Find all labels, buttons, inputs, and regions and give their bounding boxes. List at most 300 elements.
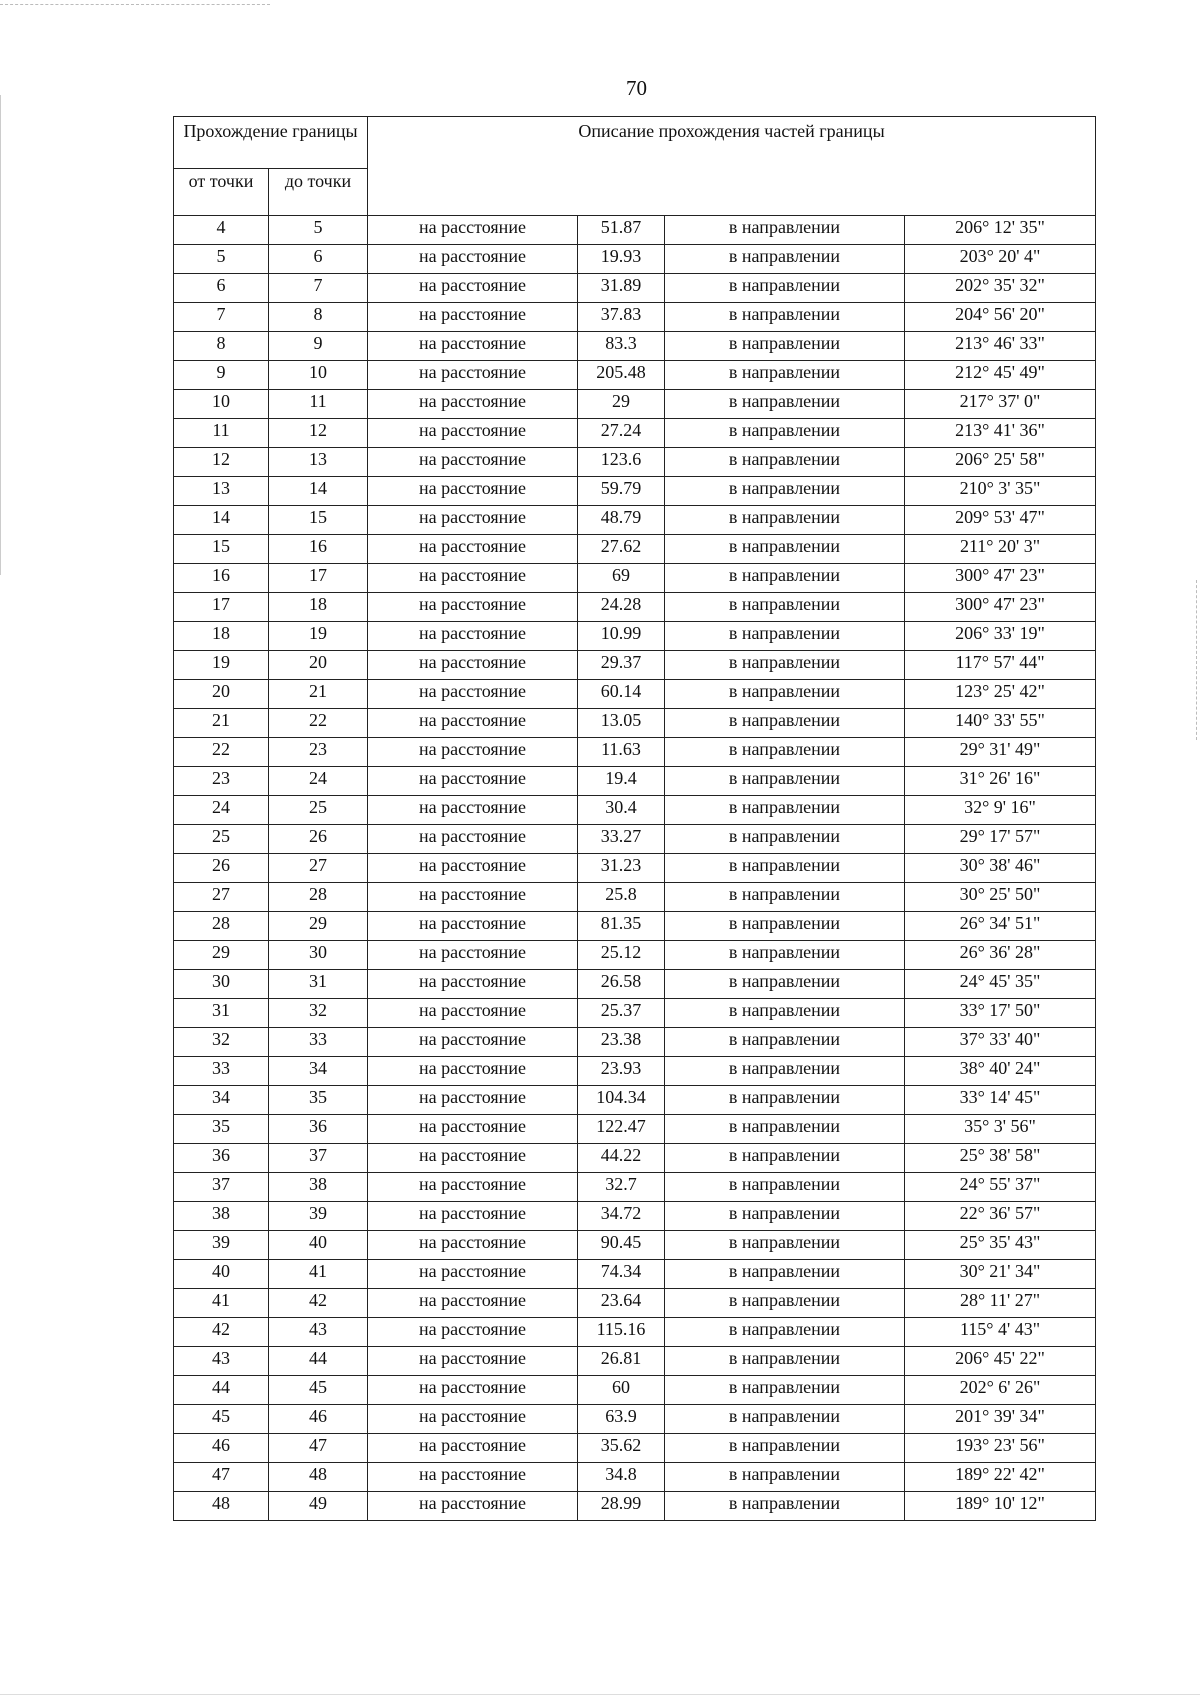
cell-bearing-value: 117° 57' 44" xyxy=(905,651,1096,680)
cell-direction-label: в направлении xyxy=(665,477,905,506)
table-row xyxy=(174,1405,1096,1434)
table-row xyxy=(174,796,1096,825)
cell-distance-label: на расстояние xyxy=(368,651,578,680)
cell-from-point: 38 xyxy=(174,1202,269,1231)
cell-to-point: 16 xyxy=(269,535,368,564)
cell-distance-value: 44.22 xyxy=(578,1144,665,1173)
cell-distance-value: 63.9 xyxy=(578,1405,665,1434)
cell-distance-value: 25.12 xyxy=(578,941,665,970)
cell-distance-label: на расстояние xyxy=(368,1202,578,1231)
cell-bearing-value: 204° 56' 20" xyxy=(905,303,1096,332)
table-row xyxy=(174,506,1096,535)
cell-distance-value: 51.87 xyxy=(578,216,665,245)
cell-from-point: 25 xyxy=(174,825,269,854)
scan-artifact-bottom xyxy=(0,1694,1200,1695)
cell-distance-value: 123.6 xyxy=(578,448,665,477)
table-row xyxy=(174,680,1096,709)
cell-to-point: 35 xyxy=(269,1086,368,1115)
cell-from-point: 31 xyxy=(174,999,269,1028)
cell-direction-label: в направлении xyxy=(665,1144,905,1173)
cell-bearing-value: 193° 23' 56" xyxy=(905,1434,1096,1463)
cell-direction-label: в направлении xyxy=(665,1086,905,1115)
cell-from-point: 43 xyxy=(174,1347,269,1376)
cell-distance-value: 90.45 xyxy=(578,1231,665,1260)
table-row xyxy=(174,390,1096,419)
scan-artifact-right xyxy=(1196,580,1198,740)
cell-distance-label: на расстояние xyxy=(368,448,578,477)
cell-direction-label: в направлении xyxy=(665,999,905,1028)
cell-from-point: 44 xyxy=(174,1376,269,1405)
cell-bearing-value: 33° 14' 45" xyxy=(905,1086,1096,1115)
cell-to-point: 8 xyxy=(269,303,368,332)
cell-distance-value: 27.24 xyxy=(578,419,665,448)
cell-bearing-value: 32° 9' 16" xyxy=(905,796,1096,825)
table-row xyxy=(174,970,1096,999)
table-row xyxy=(174,738,1096,767)
cell-distance-label: на расстояние xyxy=(368,709,578,738)
table-row xyxy=(174,1202,1096,1231)
cell-from-point: 5 xyxy=(174,245,269,274)
cell-direction-label: в направлении xyxy=(665,1028,905,1057)
cell-from-point: 8 xyxy=(174,332,269,361)
table-row xyxy=(174,1492,1096,1521)
cell-bearing-value: 217° 37' 0" xyxy=(905,390,1096,419)
cell-bearing-value: 300° 47' 23" xyxy=(905,564,1096,593)
cell-direction-label: в направлении xyxy=(665,1173,905,1202)
cell-distance-value: 23.64 xyxy=(578,1289,665,1318)
cell-bearing-value: 35° 3' 56" xyxy=(905,1115,1096,1144)
cell-bearing-value: 30° 21' 34" xyxy=(905,1260,1096,1289)
cell-from-point: 7 xyxy=(174,303,269,332)
cell-bearing-value: 206° 45' 22" xyxy=(905,1347,1096,1376)
table-row xyxy=(174,216,1096,245)
boundary-table xyxy=(173,116,1096,1521)
cell-distance-value: 28.99 xyxy=(578,1492,665,1521)
cell-distance-label: на расстояние xyxy=(368,1231,578,1260)
cell-from-point: 32 xyxy=(174,1028,269,1057)
cell-to-point: 7 xyxy=(269,274,368,303)
cell-distance-label: на расстояние xyxy=(368,796,578,825)
header-description: Описание прохождения частей границы xyxy=(368,117,1096,216)
cell-distance-label: на расстояние xyxy=(368,1086,578,1115)
cell-distance-label: на расстояние xyxy=(368,1318,578,1347)
cell-distance-label: на расстояние xyxy=(368,1173,578,1202)
cell-distance-label: на расстояние xyxy=(368,216,578,245)
table-row xyxy=(174,1173,1096,1202)
cell-to-point: 11 xyxy=(269,390,368,419)
table-row xyxy=(174,622,1096,651)
cell-direction-label: в направлении xyxy=(665,564,905,593)
cell-to-point: 44 xyxy=(269,1347,368,1376)
cell-distance-label: на расстояние xyxy=(368,477,578,506)
cell-to-point: 39 xyxy=(269,1202,368,1231)
cell-from-point: 12 xyxy=(174,448,269,477)
cell-distance-value: 11.63 xyxy=(578,738,665,767)
cell-distance-value: 29 xyxy=(578,390,665,419)
scan-artifact-left xyxy=(0,95,1,575)
cell-direction-label: в направлении xyxy=(665,1202,905,1231)
cell-to-point: 12 xyxy=(269,419,368,448)
cell-to-point: 15 xyxy=(269,506,368,535)
cell-from-point: 4 xyxy=(174,216,269,245)
cell-to-point: 24 xyxy=(269,767,368,796)
cell-direction-label: в направлении xyxy=(665,593,905,622)
table-row xyxy=(174,1260,1096,1289)
cell-to-point: 31 xyxy=(269,970,368,999)
cell-bearing-value: 38° 40' 24" xyxy=(905,1057,1096,1086)
cell-distance-value: 19.93 xyxy=(578,245,665,274)
cell-distance-label: на расстояние xyxy=(368,1463,578,1492)
table-row xyxy=(174,651,1096,680)
cell-distance-value: 26.81 xyxy=(578,1347,665,1376)
cell-direction-label: в направлении xyxy=(665,651,905,680)
table-row xyxy=(174,1289,1096,1318)
cell-distance-value: 25.37 xyxy=(578,999,665,1028)
cell-distance-label: на расстояние xyxy=(368,767,578,796)
table-row xyxy=(174,1463,1096,1492)
cell-distance-label: на расстояние xyxy=(368,912,578,941)
cell-bearing-value: 211° 20' 3" xyxy=(905,535,1096,564)
table-row xyxy=(174,1057,1096,1086)
cell-distance-label: на расстояние xyxy=(368,970,578,999)
cell-from-point: 46 xyxy=(174,1434,269,1463)
cell-bearing-value: 25° 38' 58" xyxy=(905,1144,1096,1173)
cell-from-point: 19 xyxy=(174,651,269,680)
cell-distance-label: на расстояние xyxy=(368,303,578,332)
cell-bearing-value: 206° 25' 58" xyxy=(905,448,1096,477)
cell-distance-label: на расстояние xyxy=(368,390,578,419)
cell-distance-value: 29.37 xyxy=(578,651,665,680)
cell-bearing-value: 30° 38' 46" xyxy=(905,854,1096,883)
cell-bearing-value: 203° 20' 4" xyxy=(905,245,1096,274)
cell-distance-value: 31.89 xyxy=(578,274,665,303)
cell-to-point: 46 xyxy=(269,1405,368,1434)
cell-direction-label: в направлении xyxy=(665,332,905,361)
cell-to-point: 34 xyxy=(269,1057,368,1086)
cell-from-point: 9 xyxy=(174,361,269,390)
cell-from-point: 30 xyxy=(174,970,269,999)
cell-distance-label: на расстояние xyxy=(368,1347,578,1376)
table-row xyxy=(174,274,1096,303)
cell-from-point: 27 xyxy=(174,883,269,912)
cell-to-point: 13 xyxy=(269,448,368,477)
cell-bearing-value: 206° 12' 35" xyxy=(905,216,1096,245)
cell-direction-label: в направлении xyxy=(665,1318,905,1347)
cell-direction-label: в направлении xyxy=(665,361,905,390)
table-row xyxy=(174,767,1096,796)
table-row xyxy=(174,535,1096,564)
cell-direction-label: в направлении xyxy=(665,709,905,738)
cell-to-point: 48 xyxy=(269,1463,368,1492)
cell-direction-label: в направлении xyxy=(665,1376,905,1405)
cell-from-point: 16 xyxy=(174,564,269,593)
cell-distance-label: на расстояние xyxy=(368,506,578,535)
table-row xyxy=(174,912,1096,941)
cell-distance-value: 104.34 xyxy=(578,1086,665,1115)
cell-distance-value: 27.62 xyxy=(578,535,665,564)
cell-direction-label: в направлении xyxy=(665,1289,905,1318)
cell-to-point: 21 xyxy=(269,680,368,709)
cell-bearing-value: 115° 4' 43" xyxy=(905,1318,1096,1347)
cell-direction-label: в направлении xyxy=(665,970,905,999)
cell-distance-label: на расстояние xyxy=(368,1376,578,1405)
table-row xyxy=(174,999,1096,1028)
cell-from-point: 22 xyxy=(174,738,269,767)
cell-distance-value: 81.35 xyxy=(578,912,665,941)
cell-to-point: 22 xyxy=(269,709,368,738)
cell-to-point: 19 xyxy=(269,622,368,651)
cell-from-point: 10 xyxy=(174,390,269,419)
cell-distance-value: 32.7 xyxy=(578,1173,665,1202)
cell-from-point: 17 xyxy=(174,593,269,622)
cell-bearing-value: 33° 17' 50" xyxy=(905,999,1096,1028)
cell-to-point: 30 xyxy=(269,941,368,970)
cell-direction-label: в направлении xyxy=(665,912,905,941)
cell-from-point: 29 xyxy=(174,941,269,970)
cell-from-point: 13 xyxy=(174,477,269,506)
cell-distance-label: на расстояние xyxy=(368,1405,578,1434)
cell-to-point: 45 xyxy=(269,1376,368,1405)
cell-direction-label: в направлении xyxy=(665,448,905,477)
cell-bearing-value: 189° 22' 42" xyxy=(905,1463,1096,1492)
table-row xyxy=(174,709,1096,738)
cell-distance-label: на расстояние xyxy=(368,1144,578,1173)
cell-distance-value: 34.8 xyxy=(578,1463,665,1492)
cell-to-point: 33 xyxy=(269,1028,368,1057)
cell-to-point: 10 xyxy=(269,361,368,390)
cell-to-point: 47 xyxy=(269,1434,368,1463)
cell-from-point: 28 xyxy=(174,912,269,941)
cell-distance-value: 23.93 xyxy=(578,1057,665,1086)
cell-from-point: 47 xyxy=(174,1463,269,1492)
cell-direction-label: в направлении xyxy=(665,825,905,854)
cell-bearing-value: 123° 25' 42" xyxy=(905,680,1096,709)
scan-artifact-top xyxy=(0,4,270,6)
cell-distance-value: 10.99 xyxy=(578,622,665,651)
cell-direction-label: в направлении xyxy=(665,941,905,970)
cell-bearing-value: 209° 53' 47" xyxy=(905,506,1096,535)
table-row xyxy=(174,593,1096,622)
cell-direction-label: в направлении xyxy=(665,883,905,912)
cell-distance-label: на расстояние xyxy=(368,593,578,622)
cell-direction-label: в направлении xyxy=(665,622,905,651)
table-body xyxy=(174,216,1096,1521)
header-passage: Прохождение границы xyxy=(174,117,368,169)
cell-distance-value: 59.79 xyxy=(578,477,665,506)
cell-from-point: 42 xyxy=(174,1318,269,1347)
cell-bearing-value: 212° 45' 49" xyxy=(905,361,1096,390)
cell-distance-label: на расстояние xyxy=(368,1115,578,1144)
cell-distance-label: на расстояние xyxy=(368,535,578,564)
cell-bearing-value: 210° 3' 35" xyxy=(905,477,1096,506)
table-row xyxy=(174,448,1096,477)
cell-direction-label: в направлении xyxy=(665,1260,905,1289)
table-row xyxy=(174,564,1096,593)
cell-to-point: 27 xyxy=(269,854,368,883)
cell-distance-value: 205.48 xyxy=(578,361,665,390)
cell-bearing-value: 213° 46' 33" xyxy=(905,332,1096,361)
cell-distance-value: 23.38 xyxy=(578,1028,665,1057)
cell-distance-value: 115.16 xyxy=(578,1318,665,1347)
cell-to-point: 17 xyxy=(269,564,368,593)
cell-to-point: 40 xyxy=(269,1231,368,1260)
cell-direction-label: в направлении xyxy=(665,1434,905,1463)
cell-bearing-value: 31° 26' 16" xyxy=(905,767,1096,796)
cell-distance-value: 19.4 xyxy=(578,767,665,796)
cell-from-point: 45 xyxy=(174,1405,269,1434)
cell-from-point: 14 xyxy=(174,506,269,535)
table-row xyxy=(174,419,1096,448)
cell-from-point: 33 xyxy=(174,1057,269,1086)
cell-bearing-value: 213° 41' 36" xyxy=(905,419,1096,448)
cell-direction-label: в направлении xyxy=(665,216,905,245)
cell-distance-label: на расстояние xyxy=(368,1260,578,1289)
cell-bearing-value: 22° 36' 57" xyxy=(905,1202,1096,1231)
cell-distance-value: 35.62 xyxy=(578,1434,665,1463)
cell-to-point: 14 xyxy=(269,477,368,506)
cell-distance-label: на расстояние xyxy=(368,419,578,448)
cell-distance-value: 33.27 xyxy=(578,825,665,854)
cell-to-point: 25 xyxy=(269,796,368,825)
cell-distance-value: 69 xyxy=(578,564,665,593)
table-row xyxy=(174,854,1096,883)
cell-distance-label: на расстояние xyxy=(368,245,578,274)
cell-distance-value: 24.28 xyxy=(578,593,665,622)
header-to-point: до точки xyxy=(269,169,368,216)
cell-distance-label: на расстояние xyxy=(368,825,578,854)
cell-distance-value: 83.3 xyxy=(578,332,665,361)
cell-direction-label: в направлении xyxy=(665,390,905,419)
cell-from-point: 26 xyxy=(174,854,269,883)
cell-distance-value: 37.83 xyxy=(578,303,665,332)
cell-from-point: 6 xyxy=(174,274,269,303)
cell-from-point: 48 xyxy=(174,1492,269,1521)
table-row xyxy=(174,1347,1096,1376)
cell-bearing-value: 30° 25' 50" xyxy=(905,883,1096,912)
cell-direction-label: в направлении xyxy=(665,680,905,709)
cell-to-point: 28 xyxy=(269,883,368,912)
table-row xyxy=(174,1115,1096,1144)
cell-bearing-value: 300° 47' 23" xyxy=(905,593,1096,622)
table-row xyxy=(174,361,1096,390)
cell-distance-value: 13.05 xyxy=(578,709,665,738)
cell-from-point: 35 xyxy=(174,1115,269,1144)
cell-direction-label: в направлении xyxy=(665,1405,905,1434)
table-row xyxy=(174,1231,1096,1260)
cell-distance-label: на расстояние xyxy=(368,999,578,1028)
cell-bearing-value: 28° 11' 27" xyxy=(905,1289,1096,1318)
cell-distance-label: на расстояние xyxy=(368,883,578,912)
cell-direction-label: в направлении xyxy=(665,767,905,796)
cell-direction-label: в направлении xyxy=(665,274,905,303)
cell-bearing-value: 140° 33' 55" xyxy=(905,709,1096,738)
cell-distance-value: 60.14 xyxy=(578,680,665,709)
cell-to-point: 9 xyxy=(269,332,368,361)
table-row xyxy=(174,245,1096,274)
cell-distance-value: 34.72 xyxy=(578,1202,665,1231)
table-row xyxy=(174,303,1096,332)
cell-direction-label: в направлении xyxy=(665,1463,905,1492)
cell-bearing-value: 202° 35' 32" xyxy=(905,274,1096,303)
cell-distance-label: на расстояние xyxy=(368,1057,578,1086)
cell-bearing-value: 206° 33' 19" xyxy=(905,622,1096,651)
cell-bearing-value: 37° 33' 40" xyxy=(905,1028,1096,1057)
cell-from-point: 34 xyxy=(174,1086,269,1115)
cell-distance-label: на расстояние xyxy=(368,564,578,593)
cell-distance-value: 25.8 xyxy=(578,883,665,912)
cell-distance-value: 26.58 xyxy=(578,970,665,999)
table-row xyxy=(174,477,1096,506)
header-from-point: от точки xyxy=(174,169,269,216)
cell-distance-label: на расстояние xyxy=(368,1289,578,1318)
cell-distance-label: на расстояние xyxy=(368,1492,578,1521)
cell-distance-value: 122.47 xyxy=(578,1115,665,1144)
table-row xyxy=(174,1144,1096,1173)
cell-direction-label: в направлении xyxy=(665,796,905,825)
cell-bearing-value: 201° 39' 34" xyxy=(905,1405,1096,1434)
cell-from-point: 21 xyxy=(174,709,269,738)
cell-direction-label: в направлении xyxy=(665,1231,905,1260)
cell-to-point: 36 xyxy=(269,1115,368,1144)
table-row xyxy=(174,1376,1096,1405)
cell-direction-label: в направлении xyxy=(665,303,905,332)
cell-direction-label: в направлении xyxy=(665,245,905,274)
cell-bearing-value: 29° 31' 49" xyxy=(905,738,1096,767)
cell-bearing-value: 25° 35' 43" xyxy=(905,1231,1096,1260)
cell-distance-value: 48.79 xyxy=(578,506,665,535)
cell-from-point: 36 xyxy=(174,1144,269,1173)
table-row xyxy=(174,825,1096,854)
cell-distance-label: на расстояние xyxy=(368,274,578,303)
cell-from-point: 40 xyxy=(174,1260,269,1289)
cell-from-point: 23 xyxy=(174,767,269,796)
cell-bearing-value: 29° 17' 57" xyxy=(905,825,1096,854)
cell-to-point: 37 xyxy=(269,1144,368,1173)
cell-distance-value: 74.34 xyxy=(578,1260,665,1289)
cell-to-point: 38 xyxy=(269,1173,368,1202)
cell-distance-label: на расстояние xyxy=(368,680,578,709)
cell-to-point: 41 xyxy=(269,1260,368,1289)
table-row xyxy=(174,1318,1096,1347)
cell-from-point: 39 xyxy=(174,1231,269,1260)
cell-bearing-value: 189° 10' 12" xyxy=(905,1492,1096,1521)
cell-distance-label: на расстояние xyxy=(368,854,578,883)
cell-direction-label: в направлении xyxy=(665,1347,905,1376)
cell-from-point: 37 xyxy=(174,1173,269,1202)
cell-from-point: 41 xyxy=(174,1289,269,1318)
cell-to-point: 32 xyxy=(269,999,368,1028)
cell-to-point: 18 xyxy=(269,593,368,622)
cell-from-point: 24 xyxy=(174,796,269,825)
cell-bearing-value: 24° 55' 37" xyxy=(905,1173,1096,1202)
cell-to-point: 23 xyxy=(269,738,368,767)
cell-direction-label: в направлении xyxy=(665,1115,905,1144)
table-row xyxy=(174,1434,1096,1463)
cell-from-point: 20 xyxy=(174,680,269,709)
cell-distance-label: на расстояние xyxy=(368,1028,578,1057)
cell-distance-label: на расстояние xyxy=(368,622,578,651)
table-row xyxy=(174,941,1096,970)
cell-distance-value: 60 xyxy=(578,1376,665,1405)
cell-distance-label: на расстояние xyxy=(368,738,578,767)
cell-distance-label: на расстояние xyxy=(368,332,578,361)
cell-to-point: 43 xyxy=(269,1318,368,1347)
cell-direction-label: в направлении xyxy=(665,535,905,564)
cell-to-point: 20 xyxy=(269,651,368,680)
cell-distance-label: на расстояние xyxy=(368,1434,578,1463)
cell-from-point: 15 xyxy=(174,535,269,564)
cell-bearing-value: 24° 45' 35" xyxy=(905,970,1096,999)
